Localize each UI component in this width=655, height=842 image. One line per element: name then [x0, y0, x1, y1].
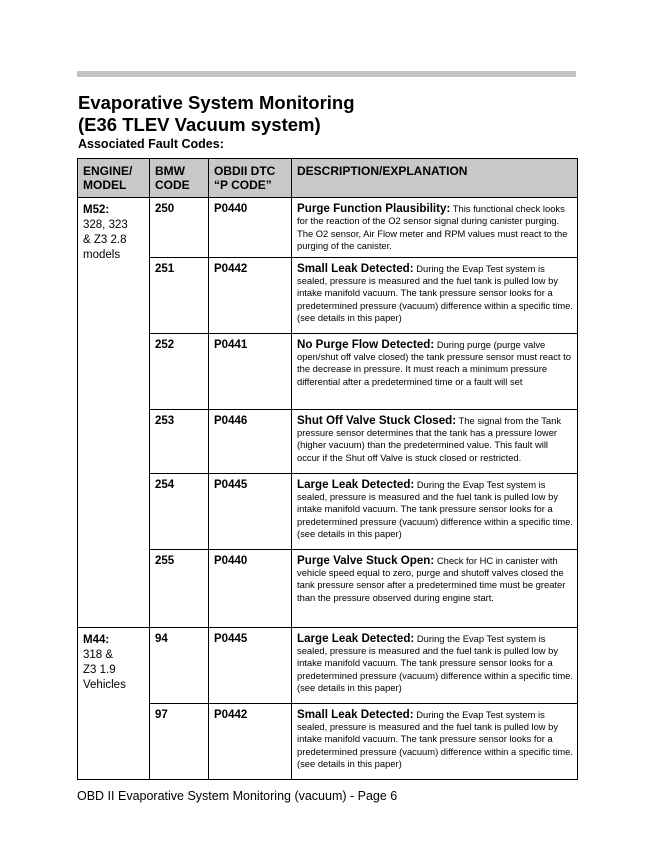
- engine-models-line: Vehicles: [83, 678, 126, 691]
- engine-model-cell: [78, 627, 150, 779]
- table-body: [78, 198, 578, 780]
- table-header-row: [78, 159, 578, 198]
- table-row: [78, 333, 578, 409]
- description-text: During purge (purge valve open/shut off valve closed) the tank pressure sensor must react to the decrease in pressure. It must reach a minimum pressure differential after a predetermined time or a fault will set: [297, 338, 571, 387]
- description-title: Large Leak Detected:: [297, 477, 415, 491]
- p-code-cell: P0445: [209, 627, 292, 703]
- header-description: DESCRIPTION/EXPLANATION: [292, 159, 578, 198]
- description-title: Purge Valve Stuck Open:: [297, 553, 435, 567]
- description-cell: [292, 333, 578, 409]
- description-title: No Purge Flow Detected:: [297, 337, 435, 351]
- engine-models-line: 318 &: [83, 648, 114, 661]
- description-title: Large Leak Detected:: [297, 631, 415, 645]
- p-code-cell: P0442: [209, 703, 292, 779]
- header-obdii-dtc: OBDII DTC “P CODE”: [209, 159, 292, 198]
- table-row: [78, 473, 578, 549]
- table-row: [78, 257, 578, 333]
- description-text: During the Evap Test system is sealed, pressure is measured and the fuel tank is pulled low by intake manifold vacuum. The tank pressure sensor looks for a predetermined pressure (vacuum) difference within a specific time. (see details in this paper): [297, 632, 573, 694]
- description-title: Shut Off Valve Stuck Closed:: [297, 413, 457, 427]
- title-line-1: Evaporative System Monitoring: [78, 92, 355, 113]
- p-code-cell: P0441: [209, 333, 292, 409]
- bmw-code-cell: 94: [150, 627, 209, 703]
- description-text: The signal from the Tank pressure sensor determines that the tank has a pressure lower (higher vacuum) than the predetermined value. This fault will occur if the Shut off Valve is stuck closed or restricted.: [297, 414, 562, 463]
- engine-models-line: models: [83, 249, 121, 261]
- table-row: [78, 549, 578, 627]
- engine-models-line: Z3 1.9: [83, 663, 116, 676]
- description-cell: [292, 257, 578, 333]
- p-code-cell: P0440: [209, 549, 292, 627]
- bmw-code-cell: 255: [150, 549, 209, 627]
- description-cell: [292, 409, 578, 473]
- p-code-cell: P0442: [209, 257, 292, 333]
- p-code-cell: P0445: [209, 473, 292, 549]
- header-engine-model: ENGINE/ MODEL: [78, 159, 150, 198]
- engine-models-line: & Z3 2.8: [83, 234, 127, 246]
- bmw-code-cell: 253: [150, 409, 209, 473]
- table-row: [78, 627, 578, 703]
- bmw-code-cell: 250: [150, 198, 209, 258]
- description-text: During the Evap Test system is sealed, pressure is measured and the fuel tank is pulled low by intake manifold vacuum. The tank pressure sensor looks for a predetermined pressure (vacuum) difference within a specific time. (see details in this paper): [297, 708, 573, 770]
- p-code-cell: P0446: [209, 409, 292, 473]
- description-text: During the Evap Test system is sealed, pressure is measured and the fuel tank is pulled low by intake manifold vacuum. The tank pressure sensor looks for a predetermined pressure (vacuum) difference within a specific time. (see details in this paper): [297, 478, 573, 540]
- top-rule: [77, 71, 576, 77]
- page-footer: OBD II Evaporative System Monitoring (vacuum) - Page 6: [77, 789, 398, 803]
- title-line-2: (E36 TLEV Vacuum system): [78, 114, 321, 135]
- fault-codes-table: [77, 158, 578, 780]
- description-cell: [292, 549, 578, 627]
- description-cell: [292, 473, 578, 549]
- bmw-code-cell: 97: [150, 703, 209, 779]
- table-row: [78, 409, 578, 473]
- engine-model-cell: [78, 198, 150, 628]
- engine-models-line: 328, 323: [83, 219, 128, 231]
- description-text: During the Evap Test system is sealed, pressure is measured and the fuel tank is pulled low by intake manifold vacuum. The tank pressure sensor looks for a predetermined pressure (vacuum) difference within a specific time. (see details in this paper): [297, 262, 573, 324]
- bmw-code-cell: 252: [150, 333, 209, 409]
- table-row: [78, 703, 578, 779]
- table-row: [78, 198, 578, 258]
- description-cell: [292, 627, 578, 703]
- description-title: Small Leak Detected:: [297, 261, 414, 275]
- description-title: Small Leak Detected:: [297, 707, 414, 721]
- engine-name: M44:: [83, 633, 110, 646]
- description-text: Check for HC in canister with vehicle speed equal to zero, purge and shutoff valves closed the tank pressure sensor after a predetermined time must be greater than the pressure observed during engine start.: [297, 554, 566, 603]
- p-code-cell: P0440: [209, 198, 292, 258]
- description-title: Purge Function Plausibility:: [297, 202, 451, 215]
- section-subtitle: Associated Fault Codes:: [78, 137, 224, 151]
- page-title: [78, 92, 355, 136]
- description-cell: [292, 198, 578, 258]
- description-text: This functional check looks for the reaction of the O2 sensor signal during canister purging. The O2 sensor, Air Flow meter and RPM values must react to the purging of the canister.: [297, 203, 568, 252]
- bmw-code-cell: 254: [150, 473, 209, 549]
- bmw-code-cell: 251: [150, 257, 209, 333]
- header-bmw-code: BMW CODE: [150, 159, 209, 198]
- engine-name: M52:: [83, 204, 110, 216]
- description-cell: [292, 703, 578, 779]
